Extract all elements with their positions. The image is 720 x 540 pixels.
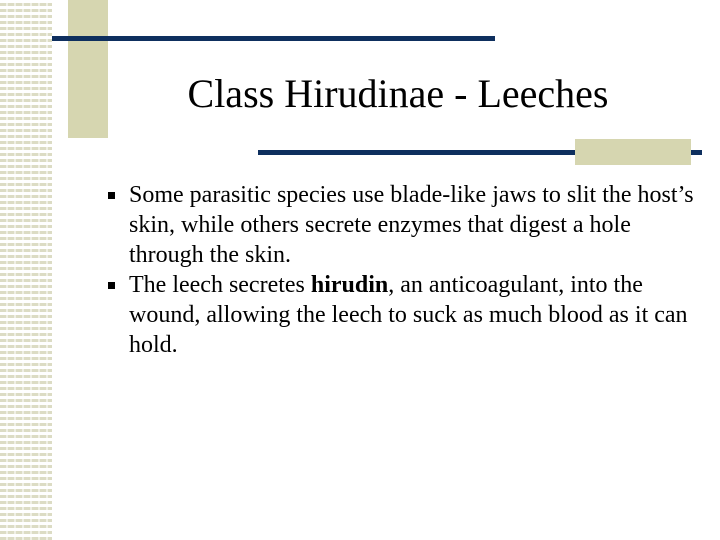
bullet-item bbox=[106, 270, 696, 360]
bullet-text-before: The leech secretes bbox=[129, 272, 311, 298]
square-bullet-icon bbox=[108, 282, 115, 289]
decorative-olive-block-right bbox=[575, 139, 691, 165]
bullet-text bbox=[129, 272, 688, 358]
term-hirudin: hirudin bbox=[310, 272, 389, 298]
decorative-stripe-column bbox=[0, 0, 52, 540]
bullet-list bbox=[106, 180, 696, 360]
bullet-text-after: , an anticoagulant, into the wound, allowing the leech to suck as much blood as it can hold. bbox=[129, 272, 688, 358]
bullet-text: Some parasitic species use blade-like jaws to slit the host’s skin, while others secrete enzymes that digest a hole through the skin. bbox=[129, 182, 694, 268]
square-bullet-icon bbox=[108, 192, 115, 199]
bullet-item bbox=[106, 180, 696, 270]
slide-title: Class Hirudinae - Leeches bbox=[187, 71, 609, 116]
title-rule-top bbox=[52, 36, 495, 41]
decorative-olive-block-top bbox=[68, 0, 108, 138]
